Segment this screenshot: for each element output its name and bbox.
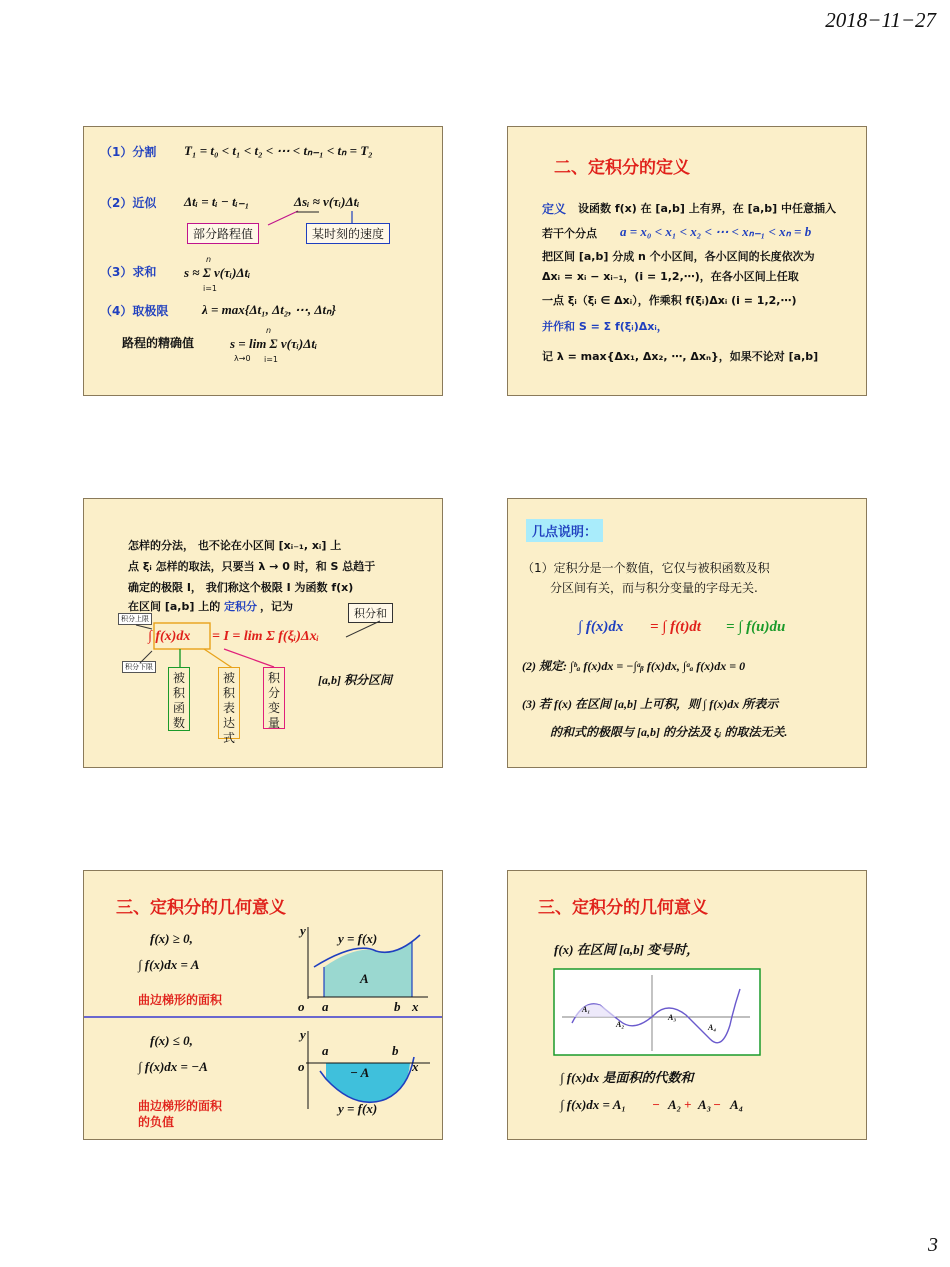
- integration-variable-label: 积分变量: [263, 667, 285, 729]
- sum-formula-part1: ∫ f(x)dx = A₁: [560, 1097, 626, 1112]
- def-line-6: 并作和 S = Σ f(ξᵢ)Δxᵢ，: [542, 320, 668, 333]
- graph2-b: b: [392, 1043, 399, 1058]
- notation-line-1: 怎样的分法， 也不论在小区间 [xᵢ₋₁, xᵢ] 上: [128, 539, 342, 552]
- integrand-label: 被积函数: [168, 667, 190, 731]
- slide-geometric-meaning-2: [507, 870, 867, 1140]
- integrand-expression-label: 被积表达式: [218, 667, 240, 739]
- slide-remarks: [507, 498, 867, 768]
- integral-limit-formula: = I = lim Σ f(ξᵢ)Δxᵢ: [212, 629, 320, 644]
- graph2-x: x: [412, 1059, 419, 1074]
- def-line-1: 设函数 f(x) 在 [a,b] 上有界，在 [a,b] 中任意插入: [578, 202, 836, 215]
- step3-label: （3）求和: [100, 265, 157, 279]
- remark-3a: (3) 若 f(x) 在区间 [a,b] 上可积，则 ∫ f(x)dx 所表示: [522, 697, 779, 711]
- def-line-4: Δxᵢ = xᵢ − xᵢ₋₁，(i = 1,2,⋯)，在各小区间上任取: [542, 270, 799, 283]
- slide-definite-integral-notation: [83, 498, 443, 768]
- sum-formula-a3: A₃: [698, 1097, 712, 1112]
- case2-meaning-a: 曲边梯形的面积: [138, 1099, 223, 1113]
- graph2-fx-label: y = f(x): [338, 1101, 378, 1116]
- integration-interval-label: [a,b] 积分区间: [318, 673, 392, 687]
- slide6-title: 三、定积分的几何意义: [538, 898, 708, 918]
- graph1-x: x: [412, 999, 419, 1014]
- speed-box: 某时刻的速度: [306, 223, 390, 244]
- remark-1b: 分区间有关，而与积分变量的字母无关.: [550, 581, 758, 595]
- def-line-7: 记 λ = max{Δx₁, Δx₂, ⋯, Δxₙ}，如果不论对 [a,b]: [542, 350, 819, 363]
- slide-partition-steps: [83, 126, 443, 396]
- graph1-fx-label: y = f(x): [338, 931, 378, 946]
- step4-label: （4）取极限: [100, 304, 169, 318]
- sum-formula-plus: +: [684, 1097, 692, 1112]
- integral-eq-t: = ∫ f(t)dt: [650, 619, 701, 635]
- def-line-3: 把区间 [a,b] 分成 n 个小区间，各小区间的长度依次为: [542, 250, 815, 263]
- remarks-title: 几点说明：: [526, 519, 603, 542]
- slide-definition: [507, 126, 867, 396]
- area-a4: A₄: [708, 1023, 717, 1032]
- notation-line-4c: ，记为: [260, 600, 293, 613]
- sum-formula-a2: A₂: [668, 1097, 682, 1112]
- integral-notation: ∫ f(x)dx: [148, 629, 191, 644]
- sum-bottom-2: i=1: [264, 355, 279, 364]
- notation-line-4a: 在区间 [a,b] 上的: [128, 600, 221, 613]
- slide-geometric-meaning-1: [83, 870, 443, 1140]
- step3-formula: s ≈ Σ v(τᵢ)Δtᵢ: [184, 265, 251, 280]
- graph2-y-label: y: [300, 1027, 306, 1042]
- step1-label: （1）分割: [100, 145, 157, 159]
- graph2-origin: o: [298, 1059, 305, 1074]
- step1-formula: T₁ = t₀ < t₁ < t₂ < ⋯ < tₙ₋₁ < tₙ = T₂: [184, 143, 373, 158]
- def-line-2b: a = x₀ < x₁ < x₂ < ⋯ < xₙ₋₁ < xₙ = b: [620, 224, 812, 239]
- area-a2: A₂: [616, 1020, 625, 1029]
- graph1-area-label: A: [360, 971, 369, 986]
- remark-1a: （1）定积分是一个数值，它仅与被积函数及积: [522, 561, 770, 575]
- sum-formula-a4: A₄: [730, 1097, 744, 1112]
- remark-2: (2) 规定: ∫ᵇₐ f(x)dx = −∫ᵃᵦ f(x)dx, ∫ᵃₐ f(x)dx = 0: [522, 659, 746, 673]
- distance-box: 部分路程值: [187, 223, 259, 244]
- lower-limit-label: 积分下限: [122, 661, 156, 673]
- graph2-area-label: − A: [350, 1065, 370, 1080]
- sign-change-text: f(x) 在区间 [a,b] 变号时，: [554, 942, 700, 957]
- notation-line-3: 确定的极限 I， 我们称这个极限 I 为函数 f(x): [128, 581, 354, 594]
- page-number: 3: [928, 1234, 938, 1256]
- graph1-a: a: [322, 999, 329, 1014]
- def-line-2a: 若干个分点: [542, 227, 597, 240]
- definition-label: 定义: [542, 202, 567, 216]
- exact-distance-label: 路程的精确值: [122, 336, 195, 350]
- case1-meaning: 曲边梯形的面积: [138, 993, 223, 1007]
- divider-line: [84, 1015, 443, 1019]
- sum-formula-minus1: −: [652, 1097, 660, 1112]
- header-date: 2018−11−27: [825, 8, 936, 32]
- case2-condition: f(x) ≤ 0,: [150, 1033, 193, 1048]
- integral-eq-u: = ∫ f(u)du: [726, 619, 786, 635]
- step4-formula: λ = max{Δt₁, Δt₂, ⋯, Δtₙ}: [202, 302, 336, 317]
- graph2-a: a: [322, 1043, 329, 1058]
- graph1-y-label: y: [300, 923, 306, 938]
- graph1-b: b: [394, 999, 401, 1014]
- integral-sum-box: 积分和: [348, 603, 393, 623]
- notation-line-4b: 定积分: [224, 600, 257, 613]
- area-a1: A₁: [582, 1005, 591, 1014]
- step5-formula: s = lim Σ v(τᵢ)Δtᵢ: [230, 336, 318, 351]
- integral-eq-x: ∫ f(x)dx: [578, 619, 624, 635]
- sum-top-2: n: [266, 326, 272, 335]
- step2-formula-a: Δtᵢ = tᵢ − tᵢ₋₁: [184, 194, 250, 209]
- case1-condition: f(x) ≥ 0,: [150, 931, 193, 946]
- upper-limit-label: 积分上限: [118, 613, 152, 625]
- step2-formula-b: Δsᵢ ≈ v(τᵢ)Δtᵢ: [294, 194, 360, 209]
- algebraic-sum-text: ∫ f(x)dx 是面积的代数和: [560, 1070, 694, 1085]
- remark-3b: 的和式的极限与 [a,b] 的分法及 ξᵢ 的取法无关.: [550, 725, 788, 739]
- def-line-5: 一点 ξᵢ（ξᵢ ∈ Δxᵢ），作乘积 f(ξᵢ)Δxᵢ (i = 1,2,⋯): [542, 294, 797, 307]
- slide2-title: 二、定积分的定义: [554, 158, 690, 178]
- sum-formula-minus2: −: [713, 1097, 721, 1112]
- graph1-origin: o: [298, 999, 305, 1014]
- step2-label: （2）近似: [100, 196, 157, 210]
- case2-integral: ∫ f(x)dx = −A: [138, 1059, 208, 1074]
- notation-line-2: 点 ξᵢ 怎样的取法，只要当 λ → 0 时，和 S 总趋于: [128, 560, 376, 573]
- slide5-title: 三、定积分的几何意义: [116, 898, 286, 918]
- case1-integral: ∫ f(x)dx = A: [138, 957, 200, 972]
- lim-subscript: λ→0: [234, 354, 251, 363]
- sum-top-1: n: [206, 255, 212, 264]
- case2-meaning-b: 的负值: [138, 1115, 175, 1129]
- area-a3: A₃: [668, 1013, 677, 1022]
- sum-bottom-1: i=1: [203, 284, 218, 293]
